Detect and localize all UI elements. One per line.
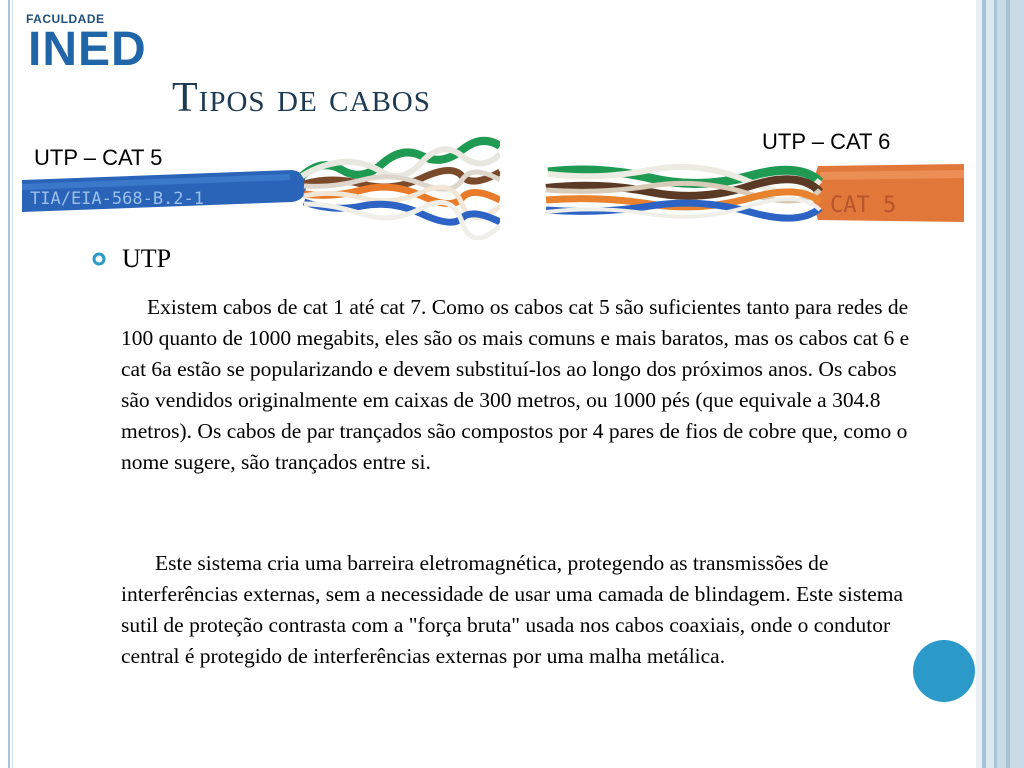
left-border-line-inner <box>12 0 13 768</box>
ined-logo <box>26 12 147 76</box>
bullet-item <box>92 244 171 274</box>
cat6-cable-print-text: CAT 5 <box>830 193 897 218</box>
right-decorative-stripes <box>976 0 1024 768</box>
utp-cat6-cable-image <box>540 152 964 226</box>
bullet-text: UTP <box>122 244 172 273</box>
ring-bullet-icon <box>92 252 106 266</box>
decorative-circle <box>913 640 975 702</box>
logo-faculdade-text: FACULDADE <box>26 12 105 26</box>
cat5-label: UTP – CAT 5 <box>34 145 163 170</box>
left-border-line <box>8 0 10 768</box>
paragraph-2: Este sistema cria uma barreira eletromagnética, protegendo as transmissões de interferências externas, sem a necessidade de usar uma camada de blindagem. Este sistema sutil de proteção contrasta com a "força bruta" usada nos cabos coaxiais, onde o condutor central é protegido de interferências externas por uma malha metálica. <box>121 551 904 668</box>
logo-ined-text: INED <box>28 23 147 76</box>
cat5-cable-print-text: TIA/EIA-568-B.2-1 <box>30 189 204 209</box>
slide-title: Tipos de cabos <box>172 75 431 121</box>
cat6-label: UTP – CAT 6 <box>762 129 891 154</box>
paragraph-1: Existem cabos de cat 1 até cat 7. Como os cabos cat 5 são suficientes tanto para redes de 100 quanto de 1000 megabits, eles são os mais comuns e mais baratos, mas os cabos cat 6 e cat 6a estão se popularizando e devem substituí-los ao longo dos próximos anos. Os cabos são vendidos originalmente em caixas de 300 metros, ou 1000 pés (que equivale a 304.8 metros). Os cabos de par trançados são compostos por 4 pares de fios de cobre que, como o nome sugere, são trançados entre si. <box>121 295 910 474</box>
